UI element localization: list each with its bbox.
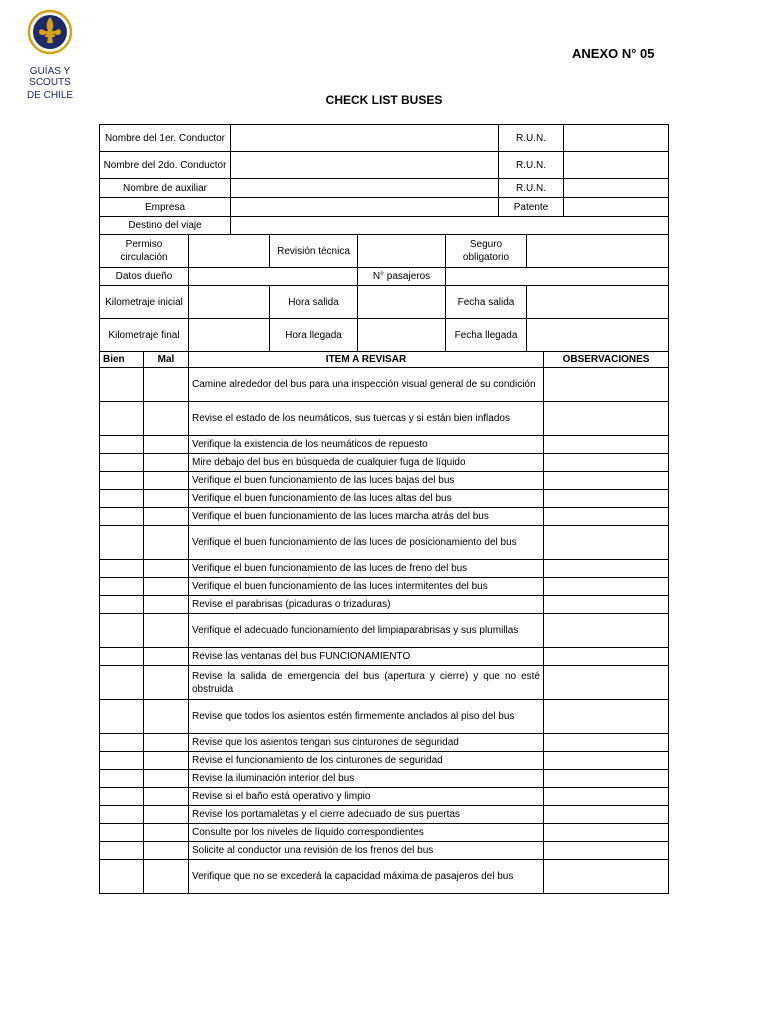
mal-cell[interactable] bbox=[144, 508, 189, 526]
checklist-row bbox=[100, 700, 669, 734]
bien-cell[interactable] bbox=[100, 860, 144, 894]
bien-cell[interactable] bbox=[100, 490, 144, 508]
observaciones-cell[interactable] bbox=[544, 472, 669, 490]
bien-cell[interactable] bbox=[100, 454, 144, 472]
bien-cell[interactable] bbox=[100, 648, 144, 666]
checklist-row bbox=[100, 824, 669, 842]
header-mal: Mal bbox=[144, 352, 189, 368]
mal-cell[interactable] bbox=[144, 454, 189, 472]
mal-cell[interactable] bbox=[144, 472, 189, 490]
item-text: Revise el estado de los neumáticos, sus tuercas y si están bien inflados bbox=[189, 402, 544, 436]
checklist-row bbox=[100, 578, 669, 596]
observaciones-cell[interactable] bbox=[544, 436, 669, 454]
checklist-row bbox=[100, 596, 669, 614]
label-fecha-llegada: Fecha llegada bbox=[446, 319, 527, 352]
bien-cell[interactable] bbox=[100, 806, 144, 824]
label-conductor-2: Nombre del 2do. Conductor bbox=[100, 152, 231, 179]
checklist-row bbox=[100, 788, 669, 806]
item-text: Verifique la existencia de los neumáticos de repuesto bbox=[189, 436, 544, 454]
bien-cell[interactable] bbox=[100, 368, 144, 402]
mal-cell[interactable] bbox=[144, 788, 189, 806]
mal-cell[interactable] bbox=[144, 648, 189, 666]
bien-cell[interactable] bbox=[100, 752, 144, 770]
bien-cell[interactable] bbox=[100, 402, 144, 436]
checklist-row bbox=[100, 842, 669, 860]
checklist-row bbox=[100, 614, 669, 648]
mal-cell[interactable] bbox=[144, 402, 189, 436]
observaciones-cell[interactable] bbox=[544, 508, 669, 526]
observaciones-cell[interactable] bbox=[544, 842, 669, 860]
observaciones-cell[interactable] bbox=[544, 526, 669, 560]
field-km-final[interactable] bbox=[189, 319, 270, 352]
header-item: ITEM A REVISAR bbox=[189, 352, 544, 368]
label-run-3: R.U.N. bbox=[499, 179, 564, 198]
item-text: Verifique el buen funcionamiento de las luces intermitentes del bus bbox=[189, 578, 544, 596]
label-seguro: Seguro obligatorio bbox=[446, 235, 527, 268]
mal-cell[interactable] bbox=[144, 860, 189, 894]
field-run-2[interactable] bbox=[564, 152, 669, 179]
field-run-1[interactable] bbox=[564, 125, 669, 152]
field-patente[interactable] bbox=[564, 198, 669, 217]
item-text: Verifique el buen funcionamiento de las luces de posicionamiento del bus bbox=[189, 526, 544, 560]
mal-cell[interactable] bbox=[144, 700, 189, 734]
observaciones-cell[interactable] bbox=[544, 788, 669, 806]
observaciones-cell[interactable] bbox=[544, 734, 669, 752]
bien-cell[interactable] bbox=[100, 788, 144, 806]
field-auxiliar[interactable] bbox=[231, 179, 499, 198]
label-km-final: Kilometraje final bbox=[100, 319, 189, 352]
field-conductor-2[interactable] bbox=[231, 152, 499, 179]
item-text: Verifique el buen funcionamiento de las luces de freno del bus bbox=[189, 560, 544, 578]
bien-cell[interactable] bbox=[100, 700, 144, 734]
observaciones-cell[interactable] bbox=[544, 402, 669, 436]
label-km-inicial: Kilometraje inicial bbox=[100, 286, 189, 319]
checklist-row bbox=[100, 648, 669, 666]
observaciones-cell[interactable] bbox=[544, 614, 669, 648]
field-run-3[interactable] bbox=[564, 179, 669, 198]
field-datos-dueno[interactable] bbox=[189, 268, 358, 286]
checklist-row bbox=[100, 752, 669, 770]
logo-text-line1: GUÍAS Y SCOUTS bbox=[29, 66, 71, 88]
checklist-body bbox=[100, 368, 669, 894]
bien-cell[interactable] bbox=[100, 560, 144, 578]
bien-cell[interactable] bbox=[100, 596, 144, 614]
bien-cell[interactable] bbox=[100, 666, 144, 700]
field-destino[interactable] bbox=[231, 217, 669, 235]
item-text: Revise los portamaletas y el cierre adecuado de sus puertas bbox=[189, 806, 544, 824]
mal-cell[interactable] bbox=[144, 368, 189, 402]
checklist-row bbox=[100, 368, 669, 402]
scout-emblem-icon bbox=[26, 6, 74, 64]
field-conductor-1[interactable] bbox=[231, 125, 499, 152]
label-permiso: Permiso circulación bbox=[100, 235, 189, 268]
checklist-row bbox=[100, 860, 669, 894]
bien-cell[interactable] bbox=[100, 526, 144, 560]
observaciones-cell[interactable] bbox=[544, 454, 669, 472]
item-text: Verifique que no se excederá la capacidad máxima de pasajeros del bus bbox=[189, 860, 544, 894]
logo bbox=[10, 6, 90, 101]
label-auxiliar: Nombre de auxiliar bbox=[100, 179, 231, 198]
item-text: Mire debajo del bus en búsqueda de cualquier fuga de líquido bbox=[189, 454, 544, 472]
mal-cell[interactable] bbox=[144, 526, 189, 560]
observaciones-cell[interactable] bbox=[544, 368, 669, 402]
field-fecha-llegada[interactable] bbox=[527, 319, 669, 352]
label-datos-dueno: Datos dueño bbox=[100, 268, 189, 286]
checklist-row bbox=[100, 806, 669, 824]
checklist-row bbox=[100, 560, 669, 578]
field-hora-salida[interactable] bbox=[358, 286, 446, 319]
item-text: Revise el parabrisas (picaduras o trizaduras) bbox=[189, 596, 544, 614]
annex-number: ANEXO N° 05 bbox=[572, 46, 655, 61]
header-observaciones: OBSERVACIONES bbox=[544, 352, 669, 368]
page-title: CHECK LIST BUSES bbox=[325, 93, 443, 107]
label-run-1: R.U.N. bbox=[499, 125, 564, 152]
bien-cell[interactable] bbox=[100, 614, 144, 648]
observaciones-cell[interactable] bbox=[544, 770, 669, 788]
item-text: Verifique el buen funcionamiento de las luces marcha atrás del bus bbox=[189, 508, 544, 526]
label-run-2: R.U.N. bbox=[499, 152, 564, 179]
mal-cell[interactable] bbox=[144, 806, 189, 824]
logo-text-line2: DE CHILE bbox=[26, 90, 74, 101]
item-text: Revise que todos los asientos estén firmemente anclados al piso del bus bbox=[189, 700, 544, 734]
item-text: Revise las ventanas del bus FUNCIONAMIENTO bbox=[189, 648, 544, 666]
label-hora-salida: Hora salida bbox=[270, 286, 358, 319]
bien-cell[interactable] bbox=[100, 770, 144, 788]
label-hora-llegada: Hora llegada bbox=[270, 319, 358, 352]
label-revision: Revisión técnica bbox=[270, 235, 358, 268]
mal-cell[interactable] bbox=[144, 560, 189, 578]
checklist-row bbox=[100, 770, 669, 788]
mal-cell[interactable] bbox=[144, 490, 189, 508]
item-text: Revise si el baño está operativo y limpio bbox=[189, 788, 544, 806]
observaciones-cell[interactable] bbox=[544, 700, 669, 734]
mal-cell[interactable] bbox=[144, 436, 189, 454]
observaciones-cell[interactable] bbox=[544, 806, 669, 824]
label-destino: Destino del viaje bbox=[100, 217, 231, 235]
mal-cell[interactable] bbox=[144, 596, 189, 614]
mal-cell[interactable] bbox=[144, 578, 189, 596]
item-text: Verifique el buen funcionamiento de las luces bajas del bus bbox=[189, 472, 544, 490]
checklist-row bbox=[100, 436, 669, 454]
field-n-pasajeros[interactable] bbox=[446, 268, 669, 286]
bien-cell[interactable] bbox=[100, 436, 144, 454]
checklist-row bbox=[100, 734, 669, 752]
item-text: Verifique el adecuado funcionamiento del limpiaparabrisas y sus plumillas bbox=[189, 614, 544, 648]
driver-info-table bbox=[99, 124, 669, 235]
checklist-row bbox=[100, 402, 669, 436]
mal-cell[interactable] bbox=[144, 752, 189, 770]
bien-cell[interactable] bbox=[100, 824, 144, 842]
field-fecha-salida[interactable] bbox=[527, 286, 669, 319]
header-bien: Bien bbox=[100, 352, 144, 368]
bien-cell[interactable] bbox=[100, 578, 144, 596]
mal-cell[interactable] bbox=[144, 614, 189, 648]
bien-cell[interactable] bbox=[100, 842, 144, 860]
mal-cell[interactable] bbox=[144, 666, 189, 700]
field-permiso[interactable] bbox=[189, 235, 270, 268]
field-km-inicial[interactable] bbox=[189, 286, 270, 319]
mal-cell[interactable] bbox=[144, 842, 189, 860]
checklist-row bbox=[100, 472, 669, 490]
checklist-row bbox=[100, 526, 669, 560]
checklist-row bbox=[100, 454, 669, 472]
checklist-row bbox=[100, 508, 669, 526]
field-seguro[interactable] bbox=[527, 235, 669, 268]
mal-cell[interactable] bbox=[144, 770, 189, 788]
item-text: Revise la salida de emergencia del bus (apertura y cierre) y que no esté obstruida bbox=[189, 666, 544, 700]
observaciones-cell[interactable] bbox=[544, 666, 669, 700]
item-text: Revise la iluminación interior del bus bbox=[189, 770, 544, 788]
label-n-pasajeros: N° pasajeros bbox=[358, 268, 446, 286]
mal-cell[interactable] bbox=[144, 824, 189, 842]
label-patente: Patente bbox=[499, 198, 564, 217]
item-text: Consulte por los niveles de líquido correspondientes bbox=[189, 824, 544, 842]
observaciones-cell[interactable] bbox=[544, 596, 669, 614]
vehicle-info-table bbox=[99, 234, 669, 352]
item-text: Revise que los asientos tengan sus cinturones de seguridad bbox=[189, 734, 544, 752]
item-text: Revise el funcionamiento de los cinturones de seguridad bbox=[189, 752, 544, 770]
item-text: Verifique el buen funcionamiento de las luces altas del bus bbox=[189, 490, 544, 508]
bien-cell[interactable] bbox=[100, 508, 144, 526]
label-empresa: Empresa bbox=[100, 198, 231, 217]
field-revision[interactable] bbox=[358, 235, 446, 268]
checklist-row bbox=[100, 666, 669, 700]
label-fecha-salida: Fecha salida bbox=[446, 286, 527, 319]
label-conductor-1: Nombre del 1er. Conductor bbox=[100, 125, 231, 152]
observaciones-cell[interactable] bbox=[544, 648, 669, 666]
observaciones-cell[interactable] bbox=[544, 490, 669, 508]
bien-cell[interactable] bbox=[100, 472, 144, 490]
item-text: Solicite al conductor una revisión de los frenos del bus bbox=[189, 842, 544, 860]
observaciones-cell[interactable] bbox=[544, 560, 669, 578]
field-empresa[interactable] bbox=[231, 198, 499, 217]
bien-cell[interactable] bbox=[100, 734, 144, 752]
field-hora-llegada[interactable] bbox=[358, 319, 446, 352]
item-text: Camine alrededor del bus para una inspección visual general de su condición bbox=[189, 368, 544, 402]
observaciones-cell[interactable] bbox=[544, 752, 669, 770]
mal-cell[interactable] bbox=[144, 734, 189, 752]
checklist-table bbox=[99, 351, 669, 894]
observaciones-cell[interactable] bbox=[544, 578, 669, 596]
observaciones-cell[interactable] bbox=[544, 860, 669, 894]
observaciones-cell[interactable] bbox=[544, 824, 669, 842]
checklist-row bbox=[100, 490, 669, 508]
